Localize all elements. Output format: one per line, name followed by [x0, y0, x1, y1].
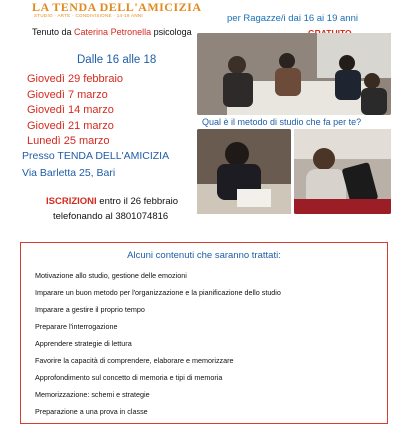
enrollment-phone: telefonando al 3801074816	[53, 211, 169, 222]
psychologist-name: Caterina Petronella	[74, 27, 152, 37]
topic-item: Imparare un buon metodo per l'organizzazione e la pianificazione dello studio	[35, 288, 281, 297]
held-by-suffix: psicologa	[151, 27, 192, 37]
date-item: Giovedì 29 febbraio	[27, 73, 124, 85]
enrollment-label: ISCRIZIONI	[46, 196, 97, 207]
topic-item: Apprendere strategie di lettura	[35, 339, 132, 348]
topic-item: Preparare l'interrogazione	[35, 322, 118, 331]
date-item: Giovedì 14 marzo	[27, 104, 114, 117]
held-by-prefix: Tenuto da	[32, 27, 75, 37]
topic-item: Motivazione allo studio, gestione delle emozioni	[35, 271, 187, 280]
date-item: Giovedì 7 marzo	[27, 88, 108, 101]
date-item: Lunedì 25 marzo	[27, 135, 110, 148]
venue-address: Via Barletta 25, Bari	[22, 167, 116, 179]
venue-name: Presso TENDA DELL'AMICIZIA	[22, 150, 170, 162]
logo-title: LA TENDA DELL'AMICIZIA	[32, 0, 202, 14]
topic-item: Memorizzazione: schemi e strategie	[35, 390, 150, 399]
topics-box	[20, 242, 388, 424]
date-item: Giovedì 21 marzo	[27, 119, 114, 132]
audience-text: per Ragazze/i dai 16 ai 19 anni	[227, 13, 358, 24]
topic-item: Favorire la capacità di comprendere, elaborare e memorizzare	[35, 356, 234, 365]
students-group-photo	[197, 33, 391, 115]
enrollment-deadline: entro il 26 febbraio	[96, 196, 179, 207]
student-writing-photo	[197, 129, 291, 214]
topic-item: Preparazione a una prova in classe	[35, 407, 148, 416]
hours-text: Dalle 16 alle 18	[77, 54, 157, 66]
enrollment-line	[46, 196, 178, 207]
dates-list	[27, 72, 123, 150]
student-tablet-photo	[294, 129, 391, 214]
topic-item: Approfondimento sul concetto di memoria e tipi di memoria	[35, 373, 223, 382]
topic-item: Imparare a gestire il proprio tempo	[35, 305, 145, 314]
logo-subtitle: STUDIO · ARTE · CONDIVISIONE · 14-19 ANNI	[34, 13, 143, 18]
topics-title: Alcuni contenuti che saranno trattati:	[127, 250, 281, 261]
held-by-line	[32, 27, 192, 37]
study-method-question: Qual è il metodo di studio che fa per te?	[202, 117, 362, 127]
